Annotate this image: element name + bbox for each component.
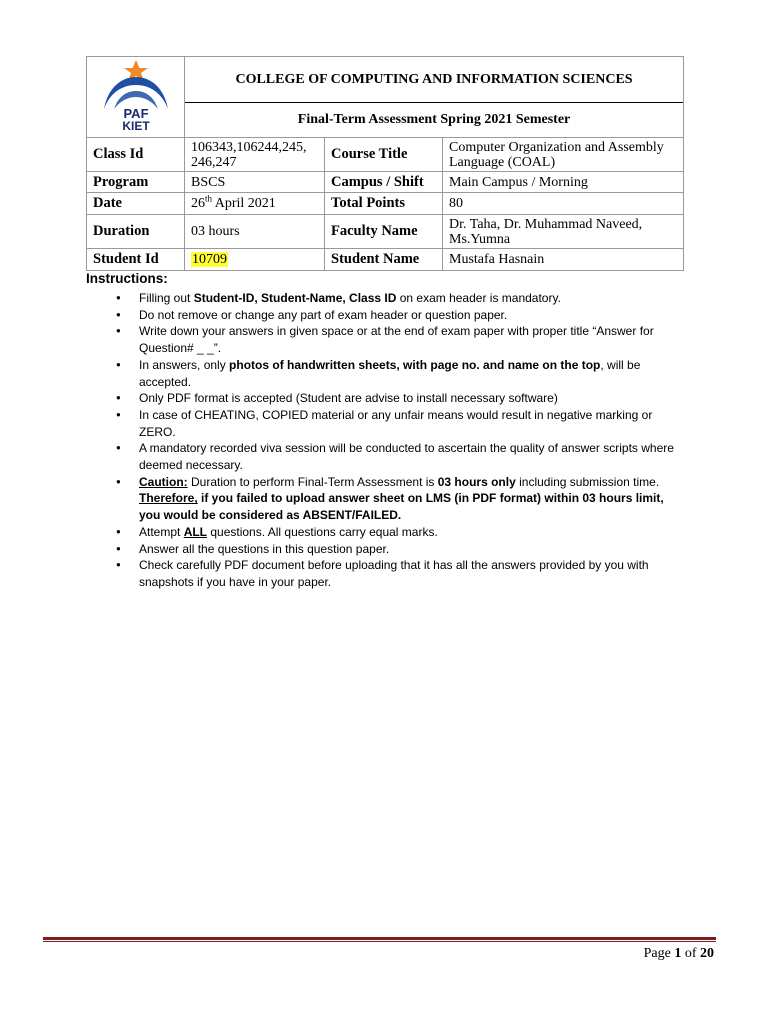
instruction-item: ● In case of CHEATING, COPIED material or any unfair means would result in negative marking or ZERO. bbox=[86, 407, 686, 440]
campus-value: Main Campus / Morning bbox=[443, 172, 684, 193]
student-name-value: Mustafa Hasnain bbox=[443, 249, 684, 271]
instructions-title: Instructions: bbox=[86, 271, 168, 286]
page-number: Page 1 of 20 bbox=[643, 946, 714, 961]
date-day: 26 bbox=[191, 196, 205, 211]
student-id-label: Student Id bbox=[87, 249, 185, 271]
instructions-list bbox=[86, 290, 686, 591]
student-name-label: Student Name bbox=[325, 249, 443, 271]
student-id-value: 10709 bbox=[192, 252, 227, 267]
paf-kiet-logo bbox=[92, 57, 180, 133]
instruction-item: ● Attempt ALL questions. All questions carry equal marks. bbox=[86, 524, 686, 541]
program-value: BSCS bbox=[185, 172, 325, 193]
footer-divider-thin bbox=[43, 941, 716, 942]
college-title: COLLEGE OF COMPUTING AND INFORMATION SCIENCES bbox=[185, 57, 684, 103]
instruction-item: ● Do not remove or change any part of exam header or question paper. bbox=[86, 307, 686, 324]
logo-text-paf: PAF bbox=[122, 106, 149, 121]
total-pages: 20 bbox=[700, 946, 714, 961]
instruction-item: ● Check carefully PDF document before uploading that it has all the answers provided by you with snapshots if you have in your paper. bbox=[86, 557, 686, 590]
logo-text-kiet: KIET bbox=[121, 119, 150, 133]
instructions-section bbox=[86, 271, 686, 591]
total-points-value: 80 bbox=[443, 193, 684, 215]
student-id-cell bbox=[185, 249, 325, 271]
caution-label: Caution: bbox=[139, 474, 188, 489]
total-points-label: Total Points bbox=[325, 193, 443, 215]
class-id-label: Class Id bbox=[87, 138, 185, 172]
instruction-item: ● Answer all the questions in this question paper. bbox=[86, 541, 686, 558]
course-title-value: Computer Organization and Assembly Language (COAL) bbox=[443, 138, 684, 172]
faculty-value: Dr. Taha, Dr. Muhammad Naveed, Ms.Yumna bbox=[443, 215, 684, 249]
assessment-title: Final-Term Assessment Spring 2021 Semester bbox=[185, 102, 684, 137]
date-label: Date bbox=[87, 193, 185, 215]
date-value bbox=[185, 193, 325, 215]
instruction-item: ● Caution: Duration to perform Final-Term Assessment is 03 hours only including submission time. Therefore, if you failed to upload answer sheet on LMS (in PDF format) within 03 hours limit, you would be considered as ABSENT/FAILED. bbox=[86, 474, 686, 524]
campus-label: Campus / Shift bbox=[325, 172, 443, 193]
current-page: 1 bbox=[674, 946, 682, 961]
course-title-label: Course Title bbox=[325, 138, 443, 172]
instruction-item: ● Write down your answers in given space or at the end of exam paper with proper title “Answer for Question# _ _”. bbox=[86, 323, 686, 356]
duration-value: 03 hours bbox=[185, 215, 325, 249]
date-rest: April 2021 bbox=[212, 196, 276, 211]
logo-cell bbox=[87, 57, 185, 138]
instruction-item: ● Filling out Student-ID, Student-Name, Class ID on exam header is mandatory. bbox=[86, 290, 686, 307]
exam-header-table bbox=[86, 56, 684, 271]
class-id-value: 106343,106244,245, 246,247 bbox=[185, 138, 325, 172]
program-label: Program bbox=[87, 172, 185, 193]
duration-label: Duration bbox=[87, 215, 185, 249]
instruction-item: ● A mandatory recorded viva session will be conducted to ascertain the quality of answer scripts where deemed necessary. bbox=[86, 440, 686, 473]
faculty-label: Faculty Name bbox=[325, 215, 443, 249]
footer-divider bbox=[43, 937, 716, 940]
date-suffix: th bbox=[205, 193, 213, 204]
instruction-item: ● In answers, only photos of handwritten sheets, with page no. and name on the top, will be accepted. bbox=[86, 357, 686, 390]
instruction-item: ● Only PDF format is accepted (Student are advise to install necessary software) bbox=[86, 390, 686, 407]
